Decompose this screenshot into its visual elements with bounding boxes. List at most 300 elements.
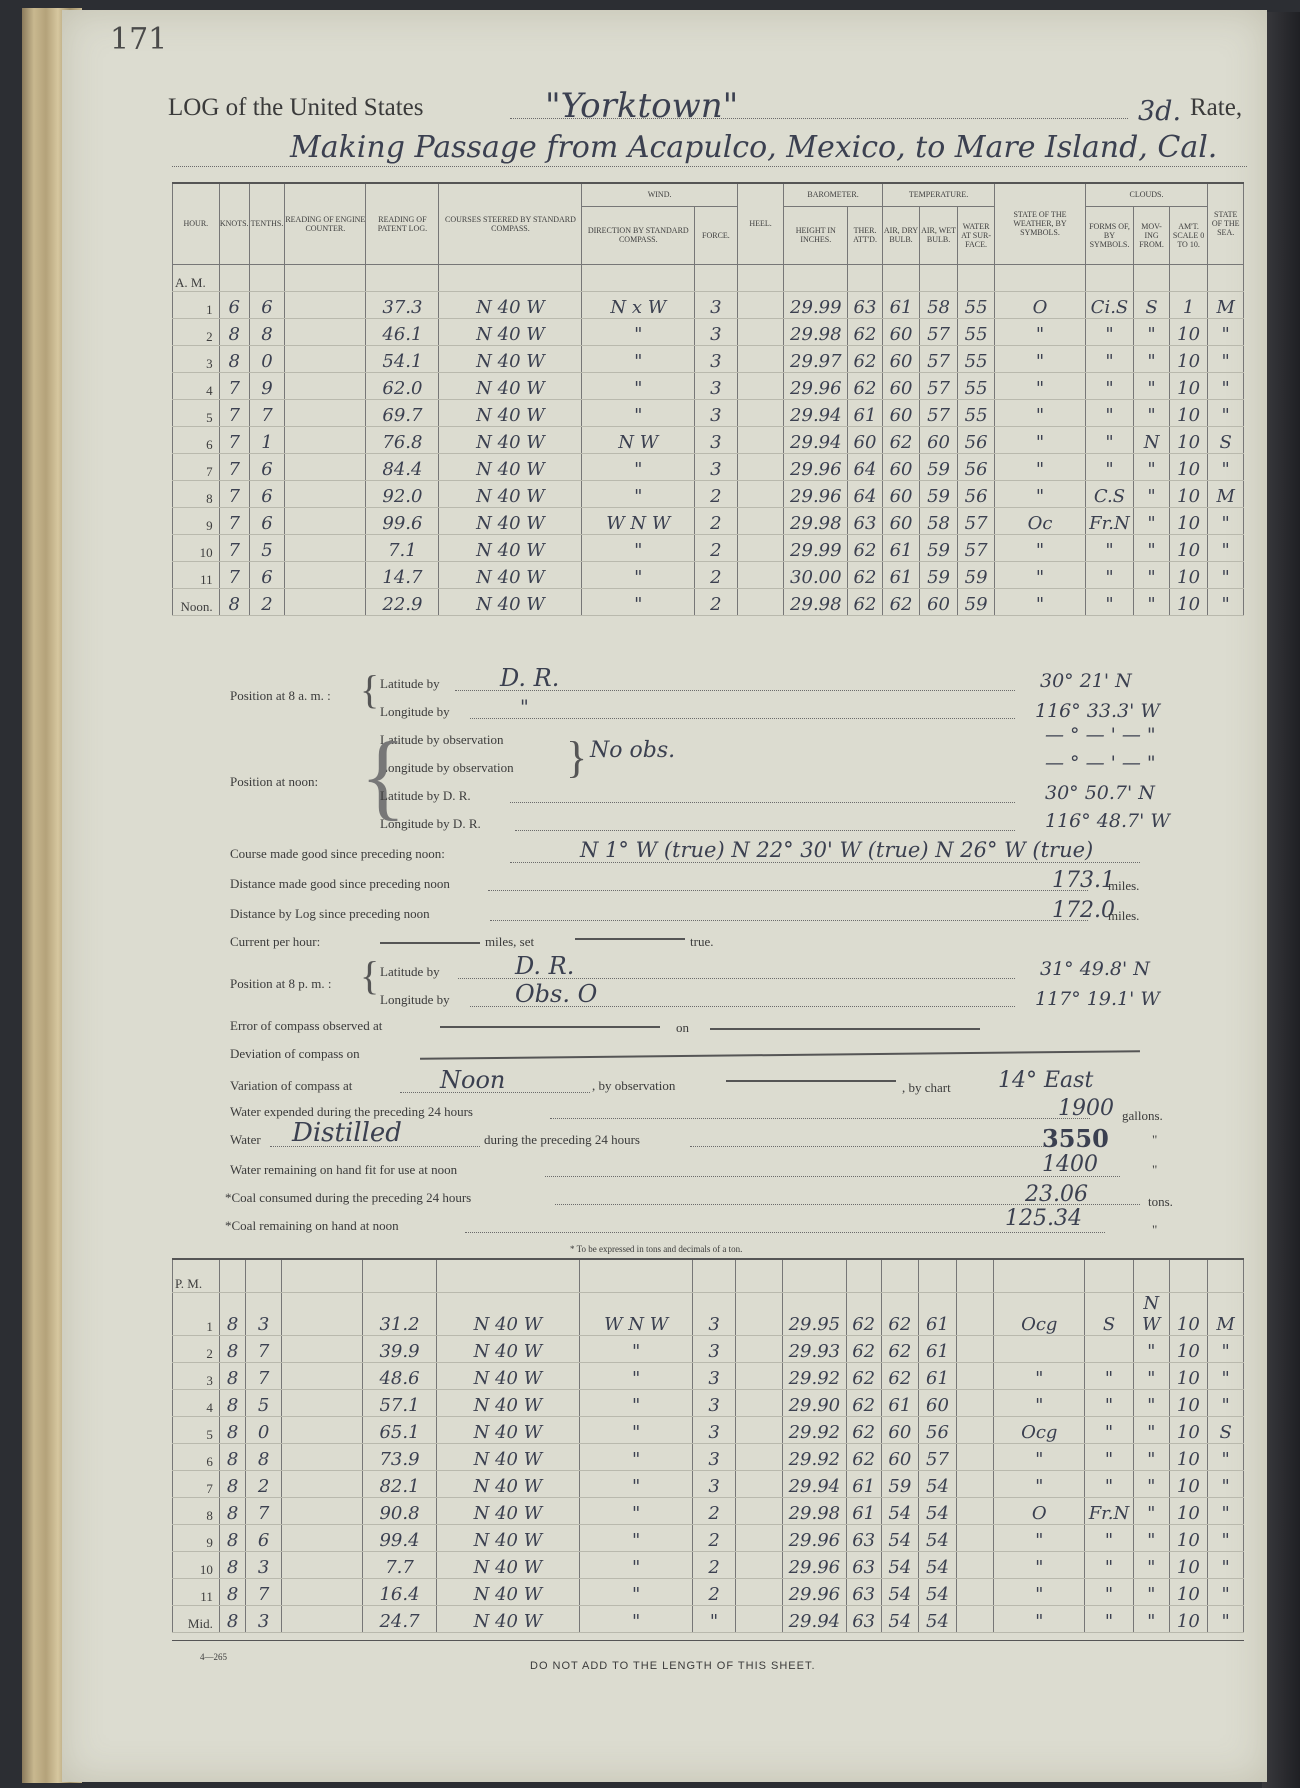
cell-amount: 10 <box>1169 345 1208 372</box>
coal-remaining-ditto: " <box>1152 1222 1158 1237</box>
cell-ther: 62 <box>846 1292 881 1335</box>
cell-moving: " <box>1134 561 1170 588</box>
cell-weather: " <box>995 480 1085 507</box>
cell-heel <box>735 1605 782 1632</box>
cell-forms: " <box>1085 588 1134 615</box>
cell-tenths: 7 <box>246 1362 282 1389</box>
cell-knots: 7 <box>219 561 249 588</box>
cell-heel <box>735 1389 782 1416</box>
cell-dry: 60 <box>881 1443 919 1470</box>
cell-force: 3 <box>693 1470 736 1497</box>
cell-wet: 59 <box>920 534 958 561</box>
cell-ther: 64 <box>848 453 882 480</box>
cell-course: N 40 W <box>436 1578 580 1605</box>
cell-amount: 10 <box>1169 1605 1208 1632</box>
cell-wet: 59 <box>920 453 958 480</box>
cell-engine <box>281 1551 362 1578</box>
cell-weather: Ocg <box>994 1292 1085 1335</box>
cell-patent: 57.1 <box>363 1389 436 1416</box>
cell-forms: " <box>1085 1470 1134 1497</box>
cell-moving: N <box>1134 426 1170 453</box>
cell-amount: 10 <box>1169 1524 1208 1551</box>
cell-baro: 29.95 <box>782 1292 846 1335</box>
lon-8pm-by-value: Obs. O <box>515 980 598 1008</box>
cell-moving: " <box>1133 1605 1169 1632</box>
cell-tenths: 3 <box>246 1292 282 1335</box>
cell-forms: " <box>1085 345 1134 372</box>
brace-obs: } <box>566 733 588 782</box>
cell-ther: 62 <box>848 534 882 561</box>
cell-heel <box>737 291 784 318</box>
col-cloud-amount: AM'T. SCALE 0 TO 10. <box>1169 206 1208 264</box>
cell-amount: 10 <box>1169 588 1208 615</box>
cell-force: 3 <box>695 426 738 453</box>
cell-sea: M <box>1208 480 1244 507</box>
cell-sea: " <box>1208 1578 1244 1605</box>
cell-wind-dir: " <box>582 561 695 588</box>
cell-patent: 37.3 <box>366 291 439 318</box>
cell-ther: 62 <box>846 1416 881 1443</box>
dist-log-value: 172.0 <box>1052 898 1115 923</box>
cell-wet: 59 <box>920 480 958 507</box>
cell-dry: 60 <box>882 345 920 372</box>
cell-forms: C.S <box>1085 480 1134 507</box>
cell-tenths: 7 <box>246 1335 282 1362</box>
cell-patent: 16.4 <box>363 1578 436 1605</box>
course-made-good-value: N 1° W (true) N 22° 30' W (true) N 26° W (true) <box>580 838 1094 862</box>
cell-weather: " <box>995 588 1085 615</box>
lat-8am-value: 30° 21' N <box>1040 670 1132 692</box>
cell-baro: 29.90 <box>782 1389 846 1416</box>
cell-sea: " <box>1208 588 1244 615</box>
coal-consumed-value: 23.06 <box>1025 1182 1088 1207</box>
cell-forms: " <box>1085 1389 1134 1416</box>
cell-tenths: 7 <box>246 1578 282 1605</box>
col-hour: HOUR. <box>173 184 220 264</box>
cell-wet: 59 <box>920 561 958 588</box>
col-knots: KNOTS. <box>219 184 249 264</box>
cell-ther: 62 <box>848 588 882 615</box>
cell-tenths: 9 <box>249 372 285 399</box>
brace-8am: { <box>360 667 380 712</box>
cell-knots: 8 <box>219 1416 245 1443</box>
cell-wind-dir: N W <box>582 426 695 453</box>
cell-engine <box>281 1470 362 1497</box>
cell-knots: 8 <box>219 1335 245 1362</box>
cell-amount: 10 <box>1169 318 1208 345</box>
cell-patent: 73.9 <box>363 1443 436 1470</box>
cell-baro: 29.94 <box>782 1470 846 1497</box>
cell-baro: 29.94 <box>782 1605 846 1632</box>
cell-ther: 61 <box>846 1470 881 1497</box>
cell-forms: " <box>1085 426 1134 453</box>
cell-dry: 54 <box>881 1551 919 1578</box>
cell-water <box>956 1335 994 1362</box>
cell-tenths: 3 <box>246 1605 282 1632</box>
lon-8pm-by-label: Longitude by <box>380 992 450 1007</box>
cell-hour: 9 <box>173 1524 220 1551</box>
dotline <box>550 1118 1090 1119</box>
cell-hour: 3 <box>173 1362 220 1389</box>
cell-course: N 40 W <box>436 1470 580 1497</box>
dotline <box>690 1146 1050 1147</box>
cell-moving: " <box>1133 1362 1169 1389</box>
cell-wet: 60 <box>920 588 958 615</box>
cell-water: 57 <box>957 507 995 534</box>
rate-label: Rate, <box>1190 94 1243 121</box>
variation-label: Variation of compass at <box>230 1078 353 1093</box>
cell-force: 3 <box>695 318 738 345</box>
cell-heel <box>737 453 784 480</box>
cell-ther: 64 <box>848 480 882 507</box>
cell-dry: 60 <box>882 372 920 399</box>
footnote: * To be expressed in tons and decimals of a ton. <box>570 1244 743 1254</box>
cell-sea: " <box>1208 372 1244 399</box>
dotline <box>470 1006 1015 1007</box>
cell-moving: " <box>1134 372 1170 399</box>
cell-moving: " <box>1133 1416 1169 1443</box>
cell-dry: 60 <box>882 399 920 426</box>
cell-wet: 58 <box>920 507 958 534</box>
lat-by-label: Latitude by <box>380 676 440 691</box>
cell-weather: " <box>994 1551 1085 1578</box>
cell-moving: " <box>1134 318 1170 345</box>
cell-water <box>956 1292 994 1335</box>
cell-wind-dir: " <box>580 1389 693 1416</box>
cell-heel <box>735 1416 782 1443</box>
cell-forms: Ci.S <box>1085 291 1134 318</box>
cell-weather: " <box>994 1470 1085 1497</box>
cell-dry: 60 <box>882 507 920 534</box>
cell-wet: 54 <box>919 1470 957 1497</box>
cell-baro: 29.96 <box>782 1551 846 1578</box>
cell-tenths: 8 <box>246 1443 282 1470</box>
cell-amount: 10 <box>1169 1416 1208 1443</box>
cell-force: 2 <box>693 1497 736 1524</box>
cell-water: 55 <box>957 291 995 318</box>
col-patent-log: READING OF PATENT LOG. <box>366 184 439 264</box>
lon-8pm-value: 117° 19.1' W <box>1035 988 1160 1010</box>
pos-8am-label: Position at 8 a. m. : <box>230 688 331 703</box>
cell-sea: " <box>1208 1497 1244 1524</box>
cell-knots: 8 <box>219 1389 245 1416</box>
cell-baro: 29.92 <box>782 1362 846 1389</box>
cell-heel <box>735 1551 782 1578</box>
cell-water <box>956 1470 994 1497</box>
cell-heel <box>737 345 784 372</box>
variation-obs-dash <box>726 1080 896 1082</box>
cell-tenths: 3 <box>246 1551 282 1578</box>
cell-patent: 7.1 <box>366 534 439 561</box>
dotline <box>458 978 1015 979</box>
cell-moving: " <box>1133 1389 1169 1416</box>
cell-sea: " <box>1208 1443 1244 1470</box>
lat-dr-label: Latitude by D. R. <box>380 788 471 803</box>
col-baro-height: HEIGHT IN INCHES. <box>784 206 848 264</box>
cell-force: 2 <box>693 1524 736 1551</box>
pos-8pm-label: Position at 8 p. m. : <box>230 976 332 991</box>
cell-engine <box>281 1362 362 1389</box>
cell-weather: " <box>995 426 1085 453</box>
table-row <box>173 1389 1244 1416</box>
cell-baro: 29.99 <box>784 291 848 318</box>
lat-obs-label: Latitude by observation <box>380 732 504 747</box>
brace-8pm: { <box>360 953 380 998</box>
cell-wind-dir: " <box>580 1551 693 1578</box>
lon-dr-label: Longitude by D. R. <box>380 816 481 831</box>
cell-heel <box>735 1335 782 1362</box>
cell-course: N 40 W <box>439 399 582 426</box>
col-wind-force: FORCE. <box>695 206 738 264</box>
cell-patent: 39.9 <box>363 1335 436 1362</box>
cell-wet: 57 <box>919 1443 957 1470</box>
cell-amount: 10 <box>1169 480 1208 507</box>
cell-wet: 57 <box>920 318 958 345</box>
cell-moving: " <box>1133 1497 1169 1524</box>
cell-heel <box>737 372 784 399</box>
cell-sea: M <box>1208 291 1244 318</box>
cell-baro: 29.96 <box>784 480 848 507</box>
cell-amount: 10 <box>1169 426 1208 453</box>
table-row <box>173 399 1244 426</box>
error-on: on <box>676 1020 689 1035</box>
cell-water <box>956 1605 994 1632</box>
table-row <box>173 291 1244 318</box>
cell-heel <box>735 1292 782 1335</box>
cell-moving: " <box>1133 1551 1169 1578</box>
cell-moving: " <box>1133 1578 1169 1605</box>
water-remaining-label: Water remaining on hand fit for use at noon <box>230 1162 458 1177</box>
dotline <box>545 1176 1120 1177</box>
cell-baro: 29.98 <box>784 588 848 615</box>
cell-force: 3 <box>693 1389 736 1416</box>
no-obs-note: No obs. <box>590 738 676 763</box>
cell-hour: Mid. <box>173 1605 220 1632</box>
cell-dry: 61 <box>882 291 920 318</box>
cell-water <box>956 1362 994 1389</box>
col-air-wet: AIR, WET BULB. <box>920 206 958 264</box>
by-chart-value: 14° East <box>998 1068 1094 1093</box>
cell-course: N 40 W <box>436 1362 580 1389</box>
cell-wind-dir: " <box>582 372 695 399</box>
cell-tenths: 6 <box>249 291 285 318</box>
cell-course: N 40 W <box>436 1416 580 1443</box>
cell-amount: 10 <box>1169 1470 1208 1497</box>
cell-ther: 63 <box>846 1551 881 1578</box>
cell-baro: 29.96 <box>782 1578 846 1605</box>
table-row <box>173 1470 1244 1497</box>
cell-amount: 10 <box>1169 1551 1208 1578</box>
cell-engine <box>281 1416 362 1443</box>
cell-wet: 57 <box>920 399 958 426</box>
cell-course: N 40 W <box>439 372 582 399</box>
cell-patent: 14.7 <box>366 561 439 588</box>
page-number: 171 <box>110 22 168 57</box>
cell-amount: 10 <box>1169 1389 1208 1416</box>
cell-moving: " <box>1134 588 1170 615</box>
cell-sea: " <box>1208 1605 1244 1632</box>
col-wind-direction: DIRECTION BY STANDARD COMPASS. <box>582 206 695 264</box>
cell-wind-dir: " <box>582 480 695 507</box>
dotline <box>270 1146 480 1147</box>
cell-forms: Fr.N <box>1085 1497 1134 1524</box>
cell-heel <box>737 426 784 453</box>
cell-water <box>956 1497 994 1524</box>
cell-tenths: 6 <box>249 507 285 534</box>
cell-course: N 40 W <box>439 588 582 615</box>
cell-wind-dir: W N W <box>580 1292 693 1335</box>
cell-course: N 40 W <box>436 1443 580 1470</box>
cell-heel <box>737 318 784 345</box>
lat-dr-value: 30° 50.7' N <box>1045 782 1155 804</box>
cell-wind-dir: " <box>580 1524 693 1551</box>
cell-baro: 29.96 <box>782 1524 846 1551</box>
rate-value: 3d. <box>1138 96 1182 127</box>
cell-heel <box>737 507 784 534</box>
table-row <box>173 1443 1244 1470</box>
cell-hour: 4 <box>173 1389 220 1416</box>
cell-moving: " <box>1134 345 1170 372</box>
cell-amount: 10 <box>1169 507 1208 534</box>
lon-obs-value: — ° — ' — " <box>1045 752 1156 774</box>
cell-force: 2 <box>695 561 738 588</box>
cell-sea: " <box>1208 561 1244 588</box>
cell-ther: 63 <box>846 1524 881 1551</box>
col-cloud-forms: FORMS OF, BY SYMBOLS. <box>1085 206 1134 264</box>
cell-tenths: 7 <box>246 1497 282 1524</box>
cell-ther: 63 <box>846 1578 881 1605</box>
water-ditto: " <box>1152 1132 1158 1147</box>
cell-forms: " <box>1085 1416 1134 1443</box>
cell-wet: 57 <box>920 372 958 399</box>
current-set-dash <box>575 938 685 940</box>
cell-patent: 54.1 <box>366 345 439 372</box>
ship-name: "Yorktown" <box>545 86 739 126</box>
cell-sea: " <box>1208 534 1244 561</box>
cell-hour: 1 <box>173 1292 220 1335</box>
cell-dry: 54 <box>881 1578 919 1605</box>
cell-course: N 40 W <box>439 480 582 507</box>
cell-sea: " <box>1208 1524 1244 1551</box>
cell-weather: " <box>994 1443 1085 1470</box>
cell-dry: 54 <box>881 1605 919 1632</box>
table-row <box>173 480 1244 507</box>
cell-wet: 54 <box>919 1524 957 1551</box>
cell-wind-dir: " <box>580 1416 693 1443</box>
cell-wet: 54 <box>919 1551 957 1578</box>
cell-wind-dir: " <box>580 1578 693 1605</box>
cell-patent: 76.8 <box>366 426 439 453</box>
cell-tenths: 1 <box>249 426 285 453</box>
dotline <box>510 802 1015 803</box>
cell-force: 3 <box>693 1335 736 1362</box>
cell-weather: " <box>994 1578 1085 1605</box>
cell-amount: 10 <box>1169 399 1208 426</box>
cell-baro: 29.99 <box>784 534 848 561</box>
cell-knots: 8 <box>219 1578 245 1605</box>
cell-hour: 7 <box>173 453 220 480</box>
am-label: A. M. <box>173 264 220 291</box>
course-made-good-label: Course made good since preceding noon: <box>230 846 445 861</box>
cell-ther: 63 <box>848 507 882 534</box>
cell-engine <box>281 1443 362 1470</box>
cell-wind-dir: " <box>582 588 695 615</box>
cell-weather: Ocg <box>994 1416 1085 1443</box>
cell-engine <box>285 399 366 426</box>
cell-tenths: 5 <box>246 1389 282 1416</box>
cell-forms: " <box>1085 1524 1134 1551</box>
cell-patent: 69.7 <box>366 399 439 426</box>
cell-hour: 2 <box>173 1335 220 1362</box>
cell-water: 59 <box>957 561 995 588</box>
cell-wet: 54 <box>919 1605 957 1632</box>
cell-patent: 31.2 <box>363 1292 436 1335</box>
col-wind: WIND. <box>582 184 737 206</box>
table-row <box>173 372 1244 399</box>
cell-dry: 60 <box>881 1416 919 1443</box>
cell-patent: 92.0 <box>366 480 439 507</box>
cell-forms: Fr.N <box>1085 507 1134 534</box>
cell-amount: 10 <box>1169 1335 1208 1362</box>
lat-obs-value: — ° — ' — " <box>1045 724 1156 746</box>
col-barometer: BAROMETER. <box>784 184 882 206</box>
cell-hour: 11 <box>173 561 220 588</box>
cell-force: 3 <box>695 453 738 480</box>
cell-water: 57 <box>957 534 995 561</box>
dotline <box>490 920 1088 921</box>
water-expended-value: 1900 <box>1058 1096 1114 1121</box>
cell-hour: 7 <box>173 1470 220 1497</box>
cell-forms <box>1085 1335 1134 1362</box>
cell-sea: " <box>1208 1335 1244 1362</box>
col-baro-ther: THER. ATT'D. <box>848 206 882 264</box>
cell-forms: " <box>1085 1551 1134 1578</box>
cell-forms: " <box>1085 561 1134 588</box>
cell-amount: 10 <box>1169 1443 1208 1470</box>
cell-water: 56 <box>957 453 995 480</box>
cell-knots: 8 <box>219 1292 245 1335</box>
cell-ther: 62 <box>848 372 882 399</box>
current-true: true. <box>690 934 714 949</box>
cell-baro: 29.96 <box>784 372 848 399</box>
cell-knots: 8 <box>219 1443 245 1470</box>
dotline <box>515 830 1015 831</box>
cell-weather: O <box>995 291 1085 318</box>
cell-sea: M <box>1208 1292 1244 1335</box>
cell-patent: 99.6 <box>366 507 439 534</box>
cell-tenths: 2 <box>249 588 285 615</box>
coal-tons: tons. <box>1148 1194 1173 1209</box>
cell-patent: 90.8 <box>363 1497 436 1524</box>
cell-moving: S <box>1134 291 1170 318</box>
dist-log-miles: miles. <box>1108 908 1140 923</box>
cell-weather: Oc <box>995 507 1085 534</box>
cell-water <box>956 1551 994 1578</box>
current-dash <box>380 942 480 944</box>
col-engine-counter: READING OF ENGINE COUNTER. <box>285 184 366 264</box>
table-row <box>173 318 1244 345</box>
cell-knots: 8 <box>219 1605 245 1632</box>
cell-knots: 7 <box>219 426 249 453</box>
cell-dry: 62 <box>881 1362 919 1389</box>
lon-by-value: " <box>520 696 529 718</box>
cell-force: 2 <box>695 534 738 561</box>
cell-baro: 29.97 <box>784 345 848 372</box>
cell-dry: 62 <box>882 588 920 615</box>
cell-tenths: 2 <box>246 1470 282 1497</box>
cell-force: 2 <box>693 1578 736 1605</box>
cell-engine <box>281 1497 362 1524</box>
